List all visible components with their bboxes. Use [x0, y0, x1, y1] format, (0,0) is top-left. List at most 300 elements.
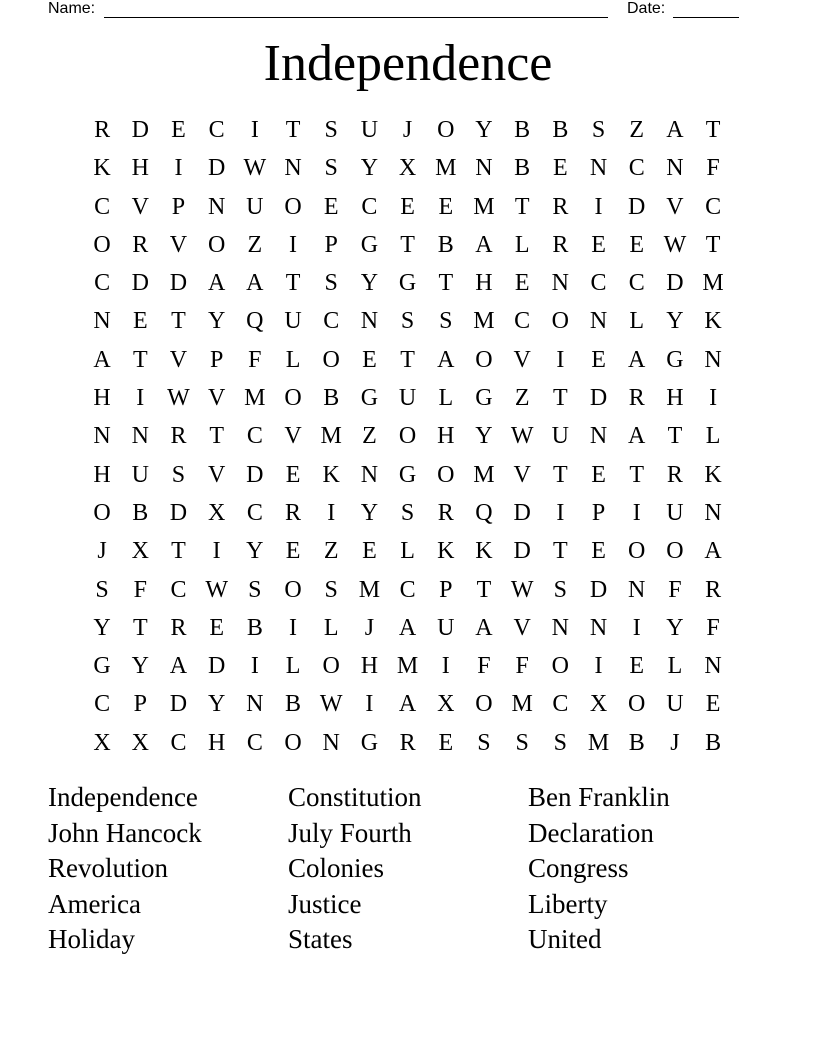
grid-cell: E: [438, 193, 454, 220]
grid-cell: R: [628, 385, 645, 412]
grid-cell: H: [93, 385, 111, 412]
grid-cell: U: [246, 193, 264, 220]
grid-cell: B: [132, 499, 149, 526]
grid-cell: U: [360, 117, 379, 143]
grid-cell: C: [323, 308, 340, 335]
page-title: Independence: [263, 35, 553, 92]
grid-cell: P: [439, 576, 453, 603]
grid-cell: R: [666, 461, 683, 488]
grid-cell: A: [628, 423, 646, 450]
header-row: [48, 0, 740, 20]
grid-cell: R: [705, 576, 722, 603]
grid-cell: P: [324, 231, 338, 258]
grid-cell: I: [136, 385, 145, 412]
word-list-item: Justice: [288, 888, 362, 919]
grid-cell: K: [704, 461, 722, 488]
grid-cell: S: [248, 576, 262, 603]
grid-cell: S: [171, 461, 186, 488]
grid-cell: O: [551, 308, 570, 335]
word-list-item: July Fourth: [288, 817, 412, 848]
grid-cell: O: [207, 231, 226, 258]
grid-cell: B: [628, 729, 645, 756]
grid-cell: F: [706, 155, 720, 182]
grid-cell: M: [473, 308, 495, 335]
grid-cell: R: [170, 423, 187, 450]
grid-cell: W: [167, 385, 190, 412]
grid-cell: C: [208, 117, 225, 143]
grid-cell: C: [94, 691, 111, 718]
grid-cell: P: [133, 691, 147, 718]
grid-cell: K: [437, 538, 455, 565]
grid-cell: B: [705, 729, 722, 756]
grid-cell: Z: [514, 385, 530, 412]
grid-cell: I: [250, 653, 259, 680]
grid-cell: V: [513, 461, 531, 488]
grid-cell: I: [289, 231, 298, 258]
grid-cell: V: [131, 193, 149, 220]
grid-cell: T: [132, 346, 148, 373]
grid-cell: H: [475, 270, 493, 297]
grid-cell: S: [515, 729, 529, 756]
grid-cell: T: [171, 538, 186, 565]
grid-cell: L: [285, 653, 301, 680]
grid-cell: M: [473, 193, 495, 220]
grid-cell: T: [438, 270, 454, 297]
grid-cell: B: [514, 155, 531, 182]
grid-cell: D: [169, 499, 188, 526]
grid-cell: N: [589, 614, 608, 641]
grid-cell: V: [513, 346, 531, 373]
grid-cell: S: [324, 155, 338, 182]
grid-cell: E: [438, 729, 454, 756]
grid-cell: X: [589, 691, 608, 718]
grid-cell: Q: [246, 308, 264, 335]
grid-cell: I: [556, 499, 565, 526]
grid-cell: C: [170, 576, 187, 603]
grid-cell: H: [93, 461, 111, 488]
grid-cell: O: [475, 346, 493, 373]
grid-cell: S: [553, 576, 568, 603]
name-label: Name:: [48, 0, 96, 17]
grid-cell: T: [667, 423, 683, 450]
word-list-item: Colonies: [288, 853, 385, 884]
grid-cell: E: [591, 538, 606, 565]
grid-cell: O: [666, 538, 684, 565]
grid-cell: Z: [629, 117, 645, 143]
grid-cell: N: [551, 270, 570, 297]
grid-cell: N: [284, 155, 302, 182]
grid-cell: R: [94, 117, 111, 143]
grid-cell: X: [207, 499, 226, 526]
grid-cell: I: [594, 653, 603, 680]
grid-cell: A: [169, 653, 188, 680]
grid-cell: W: [510, 576, 534, 603]
grid-cell: T: [705, 231, 721, 258]
grid-cell: A: [398, 614, 417, 641]
grid-cell: C: [590, 270, 607, 297]
grid-cell: V: [169, 346, 188, 373]
grid-cell: V: [666, 193, 684, 220]
grid-cell: X: [131, 729, 149, 756]
grid-cell: I: [289, 614, 298, 641]
grid-cell: N: [628, 576, 646, 603]
grid-cell: R: [437, 499, 454, 526]
grid-cell: B: [514, 117, 531, 143]
grid-cell: A: [475, 231, 493, 258]
grid-cell: H: [437, 423, 455, 450]
grid-cell: B: [323, 385, 340, 412]
grid-cell: I: [709, 385, 718, 412]
grid-cell: N: [360, 308, 379, 335]
grid-cell: Y: [475, 117, 493, 143]
grid-cell: T: [705, 117, 721, 143]
grid-cell: E: [285, 461, 301, 488]
grid-cell: R: [552, 231, 569, 258]
grid-cell: D: [131, 270, 149, 297]
grid-cell: O: [322, 346, 340, 373]
grid-cell: G: [93, 653, 111, 680]
grid-cell: P: [591, 499, 606, 526]
grid-cell: D: [246, 461, 264, 488]
grid-cell: O: [398, 423, 417, 450]
grid-cell: E: [209, 614, 224, 641]
grid-cell: N: [207, 193, 226, 220]
grid-cell: F: [706, 614, 720, 641]
grid-cell: A: [207, 270, 226, 297]
word-list-item: Ben Franklin: [528, 782, 670, 812]
grid-cell: O: [437, 117, 455, 143]
grid-cell: O: [437, 461, 455, 488]
grid-cell: M: [358, 576, 381, 603]
grid-cell: Y: [246, 538, 264, 565]
grid-cell: T: [209, 423, 224, 450]
grid-cell: C: [94, 193, 111, 220]
grid-cell: O: [475, 691, 493, 718]
grid-cell: C: [170, 729, 187, 756]
grid-cell: O: [284, 385, 302, 412]
grid-cell: X: [398, 155, 417, 182]
grid-cell: R: [285, 499, 302, 526]
grid-cell: I: [327, 499, 336, 526]
grid-cell: O: [322, 653, 340, 680]
grid-cell: W: [205, 576, 228, 603]
grid-cell: N: [93, 308, 111, 335]
grid-cell: J: [97, 538, 107, 565]
grid-cell: L: [629, 308, 645, 335]
grid-cell: A: [704, 538, 722, 565]
date-label: Date:: [627, 0, 666, 17]
word-list-item: Holiday: [48, 924, 135, 955]
grid-cell: S: [95, 576, 109, 603]
grid-cell: I: [594, 193, 603, 220]
word-list-item: John Hancock: [48, 817, 202, 848]
grid-cell: Y: [360, 155, 379, 182]
grid-cell: N: [475, 155, 493, 182]
grid-cell: C: [399, 576, 416, 603]
grid-cell: J: [364, 614, 375, 641]
grid-cell: S: [553, 729, 568, 756]
grid-cell: I: [632, 499, 641, 526]
grid-cell: L: [323, 614, 339, 641]
grid-cell: G: [398, 270, 417, 297]
grid-cell: H: [131, 155, 149, 182]
grid-cell: B: [246, 614, 263, 641]
grid-cell: N: [704, 346, 722, 373]
grid-cell: Z: [323, 538, 339, 565]
grid-cell: T: [171, 308, 186, 335]
grid-cell: M: [473, 461, 495, 488]
grid-cell: C: [628, 155, 645, 182]
grid-cell: E: [591, 346, 606, 373]
grid-cell: S: [324, 117, 338, 143]
grid-cell: N: [360, 461, 379, 488]
grid-cell: N: [131, 423, 149, 450]
word-list-item: Constitution: [288, 782, 422, 812]
grid-cell: D: [628, 193, 646, 220]
word-list-item: Declaration: [528, 817, 654, 848]
grid-cell: E: [400, 193, 415, 220]
grid-cell: C: [628, 270, 645, 297]
grid-cell: U: [398, 385, 417, 412]
grid-cell: L: [400, 538, 415, 565]
grid-cell: U: [666, 499, 684, 526]
grid-cell: N: [322, 729, 340, 756]
grid-cell: N: [704, 653, 722, 680]
grid-cell: C: [361, 193, 378, 220]
grid-cell: N: [246, 691, 264, 718]
grid-cell: A: [475, 614, 493, 641]
grid-cell: A: [93, 346, 111, 373]
grid-cell: E: [132, 308, 148, 335]
grid-cell: O: [93, 231, 111, 258]
grid-cell: Q: [475, 499, 493, 526]
grid-cell: I: [250, 117, 259, 143]
grid-cell: A: [437, 346, 455, 373]
grid-cell: T: [514, 193, 530, 220]
grid-cell: T: [285, 117, 301, 143]
word-list-item: Congress: [528, 853, 629, 884]
grid-cell: W: [243, 155, 267, 182]
grid-cell: O: [284, 576, 302, 603]
grid-cell: D: [131, 117, 149, 143]
grid-cell: A: [398, 691, 417, 718]
grid-cell: O: [284, 729, 302, 756]
word-list-item: United: [528, 924, 602, 955]
grid-cell: V: [207, 385, 226, 412]
grid-cell: J: [402, 117, 413, 143]
grid-cell: J: [670, 729, 680, 756]
grid-cell: N: [93, 423, 111, 450]
grid-cell: D: [513, 538, 531, 565]
grid-cell: K: [704, 308, 722, 335]
grid-cell: K: [93, 155, 111, 182]
grid-cell: D: [169, 691, 188, 718]
grid-cell: N: [589, 308, 608, 335]
grid-cell: C: [246, 729, 263, 756]
grid-cell: Y: [131, 653, 149, 680]
grid-cell: U: [131, 461, 149, 488]
grid-cell: W: [319, 691, 343, 718]
grid-cell: O: [551, 653, 570, 680]
grid-cell: E: [514, 270, 530, 297]
grid-cell: R: [552, 193, 569, 220]
grid-cell: W: [510, 423, 534, 450]
word-list-item: Liberty: [528, 888, 608, 919]
grid-cell: G: [360, 385, 379, 412]
grid-cell: Y: [93, 614, 111, 641]
name-blank-line: [104, 0, 608, 18]
grid-cell: V: [169, 231, 188, 258]
grid-cell: E: [629, 231, 645, 258]
word-list: [48, 780, 768, 958]
grid-cell: A: [246, 270, 264, 297]
grid-cell: G: [666, 346, 684, 373]
grid-cell: N: [704, 499, 722, 526]
grid-cell: T: [553, 385, 568, 412]
grid-cell: U: [437, 614, 455, 641]
grid-cell: E: [285, 538, 301, 565]
grid-cell: E: [323, 193, 339, 220]
grid-cell: E: [591, 231, 606, 258]
grid-cell: I: [365, 691, 374, 718]
grid-cell: I: [441, 653, 450, 680]
grid-cell: R: [170, 614, 187, 641]
grid-cell: C: [246, 499, 263, 526]
grid-cell: B: [285, 691, 302, 718]
grid-cell: I: [556, 346, 565, 373]
grid-cell: R: [132, 231, 149, 258]
grid-cell: G: [398, 461, 417, 488]
grid-cell: S: [400, 499, 415, 526]
grid-cell: C: [246, 423, 263, 450]
grid-cell: I: [174, 155, 183, 182]
grid-cell: D: [666, 270, 684, 297]
grid-cell: T: [553, 538, 568, 565]
grid-cell: S: [477, 729, 491, 756]
grid-cell: M: [511, 691, 533, 718]
grid-cell: T: [629, 461, 645, 488]
word-list-item: America: [48, 888, 141, 919]
grid-cell: C: [514, 308, 531, 335]
grid-cell: M: [320, 423, 342, 450]
grid-cell: N: [666, 155, 684, 182]
date-blank-line: [673, 0, 739, 18]
grid-cell: I: [632, 614, 641, 641]
grid-cell: K: [475, 538, 493, 565]
grid-cell: H: [666, 385, 684, 412]
grid-cell: Y: [360, 499, 379, 526]
grid-cell: G: [360, 729, 379, 756]
grid-cell: E: [629, 653, 645, 680]
grid-cell: D: [207, 155, 226, 182]
word-list-item: States: [288, 924, 353, 955]
grid-cell: A: [666, 117, 684, 143]
grid-cell: D: [589, 385, 608, 412]
grid-cell: S: [400, 308, 415, 335]
grid-cell: M: [587, 729, 610, 756]
grid-cell: X: [131, 538, 149, 565]
grid-cell: E: [705, 691, 721, 718]
grid-cell: T: [132, 614, 148, 641]
grid-cell: Z: [362, 423, 377, 450]
grid-cell: M: [244, 385, 266, 412]
grid-cell: U: [284, 308, 302, 335]
grid-cell: L: [667, 653, 683, 680]
grid-cell: F: [477, 653, 491, 680]
grid-cell: L: [438, 385, 454, 412]
grid-cell: N: [589, 155, 608, 182]
grid-cell: O: [284, 193, 302, 220]
grid-cell: D: [169, 270, 188, 297]
grid-cell: L: [705, 423, 721, 450]
grid-cell: C: [705, 193, 722, 220]
grid-cell: T: [553, 461, 568, 488]
grid-cell: T: [476, 576, 492, 603]
grid-cell: K: [322, 461, 340, 488]
grid-cell: D: [513, 499, 531, 526]
grid-cell: R: [399, 729, 416, 756]
word-list-item: Independence: [48, 782, 198, 812]
grid-cell: V: [284, 423, 302, 450]
grid-cell: F: [133, 576, 147, 603]
grid-cell: E: [362, 346, 377, 373]
grid-cell: F: [668, 576, 682, 603]
grid-cell: E: [591, 461, 606, 488]
grid-cell: G: [360, 231, 379, 258]
grid-cell: U: [666, 691, 684, 718]
grid-cell: N: [589, 423, 608, 450]
grid-cell: S: [439, 308, 453, 335]
grid-cell: N: [551, 614, 570, 641]
grid-cell: D: [207, 653, 226, 680]
grid-cell: B: [437, 231, 454, 258]
grid-cell: O: [628, 538, 646, 565]
grid-cell: D: [589, 576, 608, 603]
grid-cell: M: [396, 653, 419, 680]
grid-cell: L: [514, 231, 530, 258]
grid-cell: O: [628, 691, 646, 718]
grid-cell: F: [248, 346, 262, 373]
grid-cell: E: [171, 117, 186, 143]
grid-cell: Y: [666, 308, 684, 335]
grid-cell: M: [702, 270, 724, 297]
grid-cell: S: [324, 576, 338, 603]
grid-cell: S: [591, 117, 606, 143]
grid-cell: L: [285, 346, 301, 373]
grid-cell: V: [207, 461, 226, 488]
grid-cell: T: [285, 270, 301, 297]
grid-cell: C: [552, 691, 569, 718]
grid-cell: Y: [475, 423, 493, 450]
grid-cell: H: [360, 653, 379, 680]
grid-cell: U: [551, 423, 570, 450]
grid-cell: Y: [360, 270, 379, 297]
grid-cell: O: [93, 499, 111, 526]
grid-cell: V: [513, 614, 531, 641]
grid-cell: W: [663, 231, 687, 258]
grid-cell: M: [435, 155, 457, 182]
grid-cell: A: [628, 346, 646, 373]
grid-cell: H: [207, 729, 226, 756]
grid-cell: P: [209, 346, 224, 373]
grid-cell: P: [171, 193, 186, 220]
grid-cell: E: [553, 155, 568, 182]
grid-cell: Z: [247, 231, 263, 258]
grid-cell: Y: [207, 308, 226, 335]
grid-cell: G: [475, 385, 493, 412]
grid-cell: X: [93, 729, 111, 756]
grid-cell: S: [324, 270, 338, 297]
